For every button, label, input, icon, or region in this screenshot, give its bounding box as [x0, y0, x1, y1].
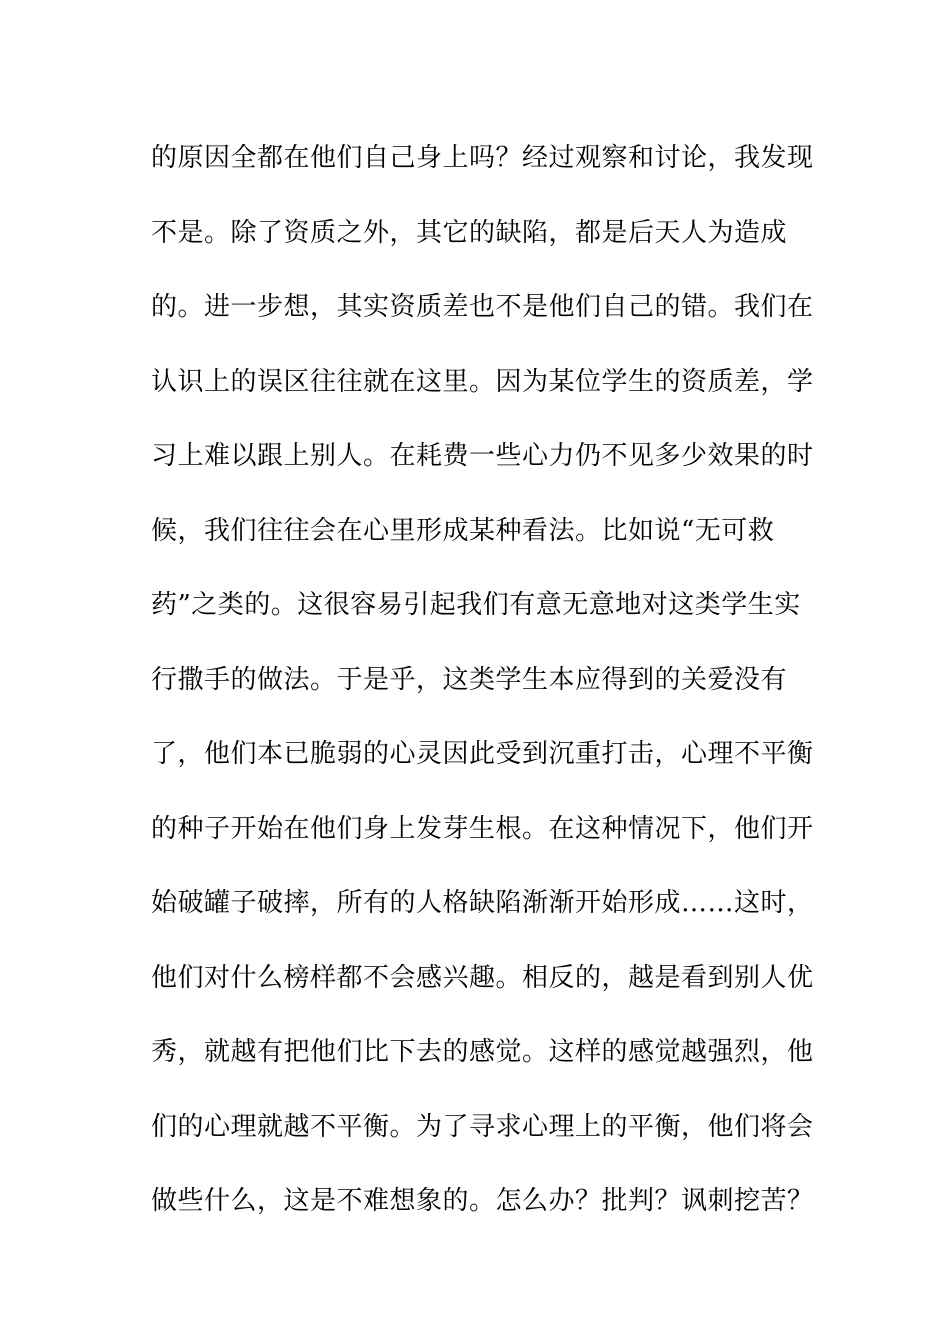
text-line: 候，我们往往会在心里形成某种看法。比如说“无可救 — [151, 515, 775, 546]
text-line: 们的心理就越不平衡。为了寻求心理上的平衡，他们将会 — [151, 1111, 814, 1142]
text-line: 了，他们本已脆弱的心灵因此受到沉重打击，心理不平衡 — [151, 739, 814, 769]
text-line: 的。进一步想，其实资质差也不是他们自己的错。我们在 — [151, 292, 814, 322]
text-line: 不是。除了资质之外，其它的缺陷，都是后天人为造成 — [151, 217, 788, 248]
text-line: 的原因全都在他们自己身上吗？经过观察和讨论，我发现 — [151, 143, 814, 173]
text-line: 做些什么，这是不难想象的。怎么办？批判？讽刺挖苦？ — [151, 1186, 814, 1216]
text-line: 认识上的误区往往就在这里。因为某位学生的资质差，学 — [151, 366, 814, 397]
body-text — [151, 132, 814, 1250]
text-line: 习上难以跟上别人。在耗费一些心力仍不见多少效果的时 — [151, 441, 814, 471]
text-line: 药”之类的。这很容易引起我们有意无意地对这类学生实 — [151, 590, 801, 620]
text-line: 行撒手的做法。于是乎，这类学生本应得到的关爱没有 — [151, 664, 788, 695]
text-line: 始破罐子破摔，所有的人格缺陷渐渐开始形成……这时， — [151, 888, 814, 918]
text-line: 秀，就越有把他们比下去的感觉。这样的感觉越强烈，他 — [151, 1037, 814, 1067]
text-line: 的种子开始在他们身上发芽生根。在这种情况下，他们开 — [151, 813, 814, 844]
text-line: 他们对什么榜样都不会感兴趣。相反的，越是看到别人优 — [151, 962, 814, 993]
